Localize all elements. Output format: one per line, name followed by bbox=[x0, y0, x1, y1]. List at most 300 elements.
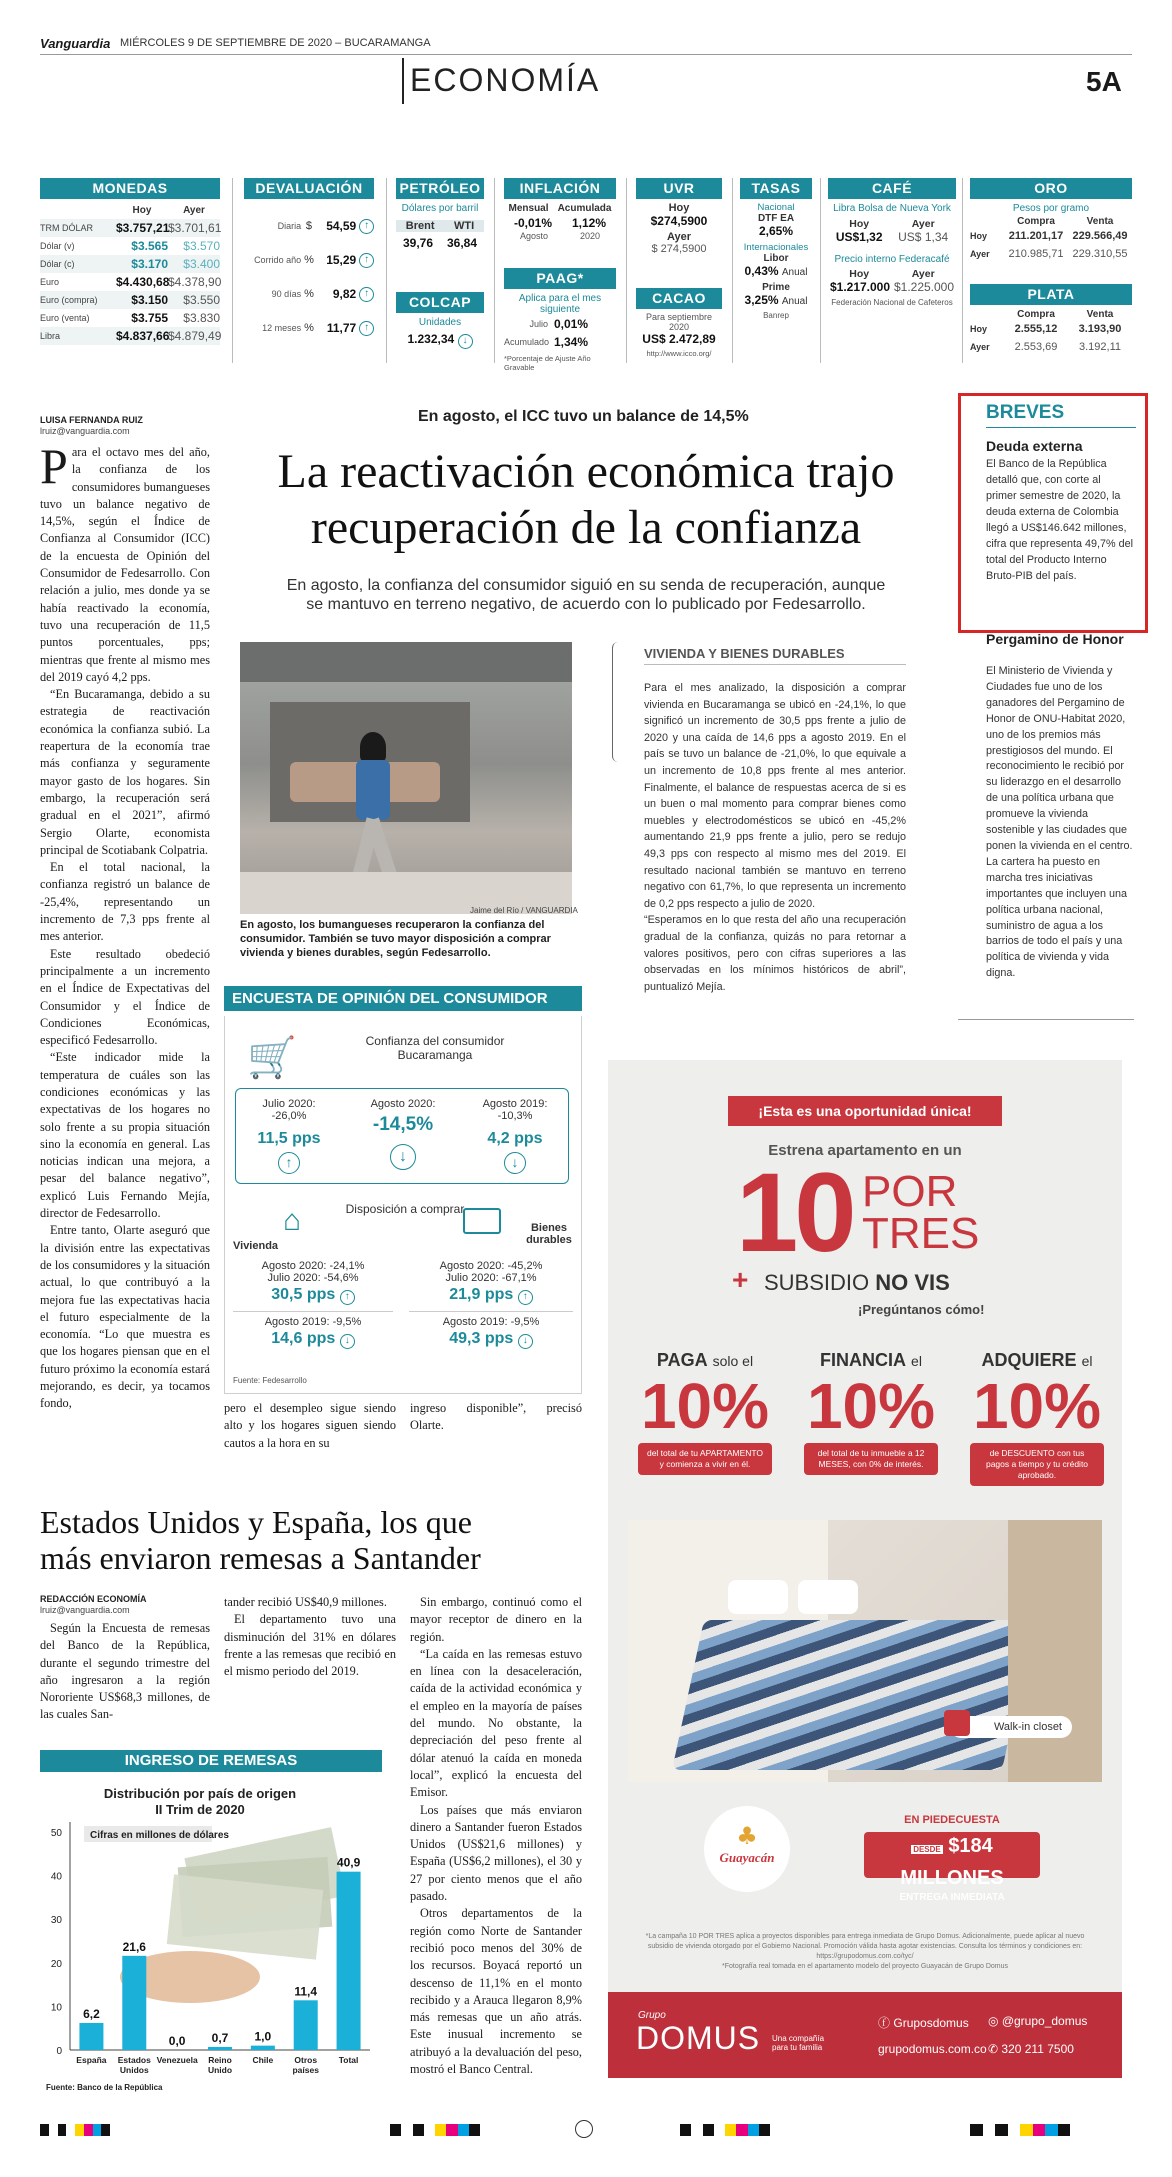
kicker: En agosto, el ICC tuvo un balance de 14,5% bbox=[418, 408, 749, 425]
bie-delta2: 49,3 pps bbox=[449, 1330, 514, 1347]
ad-line1: Estrena apartamento en un bbox=[768, 1142, 962, 1159]
offer-word2: el bbox=[1081, 1353, 1093, 1369]
tasas-box bbox=[740, 178, 812, 320]
acumulada-label: Acumulada bbox=[557, 203, 612, 214]
paragraph: El departamento tuvo una disminución del 31% en dólares frente a las remesas que recibió en el mismo periodo del 2019. bbox=[224, 1612, 396, 1679]
moneda-label: Libra bbox=[40, 331, 61, 341]
ad-footer bbox=[608, 1992, 1122, 2078]
moneda-row bbox=[40, 255, 220, 273]
uvr-hoy-label: Hoy bbox=[668, 202, 690, 214]
col-venta: Venta bbox=[1086, 309, 1114, 320]
side-body bbox=[644, 680, 906, 995]
chart-subtitle: II Trim de 2020 bbox=[155, 1802, 245, 1817]
paag-sub: Aplica para el mes siguiente bbox=[518, 293, 602, 315]
row-label: Hoy bbox=[970, 231, 988, 241]
paag-value: 1,34% bbox=[554, 335, 589, 349]
oro-title: ORO bbox=[970, 178, 1132, 199]
breve-title: Pergamino de Honor bbox=[986, 631, 1124, 647]
prime-unit: Anual bbox=[781, 296, 808, 307]
article-col2-cont: pero el desempleo sigue siendo alto y los hogares siguen siendo cautos a la hora en su bbox=[224, 1401, 396, 1450]
fine-print: *La campaña 10 POR TRES aplica a proyectos disponibles para entrega inmediata de Grupo Domus. Adicionalmente, puede aplicar al nuevo subsidio de vivienda otorgado por el Gobierno Nacional. Promoción válida hasta agotar existencias. Consulta los términos y condiciones en: https://grupodomus.com.co/tyc/ bbox=[645, 1933, 1085, 1960]
whatsapp-icon: ✆ bbox=[988, 2042, 999, 2056]
offer-word: PAGA bbox=[656, 1350, 708, 1370]
paragraph: tander recibió US$40,9 millones. bbox=[224, 1595, 387, 1609]
ad-fine-print bbox=[638, 1932, 1092, 1972]
bar-value-label: 11,4 bbox=[294, 1984, 318, 1999]
paragraph: “Este indicador mide la temperatura de cuáles son las condiciones económicas y las expectativas de los hogares no solo frente a su propia situación sino la economía en general. Las noticias indican una mejora, a pesar del balance negativo”, explicó Luis Fernando Mejía, director de Fedesarrollo. bbox=[40, 1050, 210, 1221]
tree-icon: ♣ bbox=[736, 1822, 758, 1850]
paragraph: Los países que más enviaron dinero a Santander fueron Estados Unidos (US$21,6 millones) y España (US$6,2 millones), el 30 y 27 por ciento menos que el año pasado. bbox=[410, 1802, 582, 1904]
libor-value: 0,43% bbox=[744, 264, 779, 278]
breve-text: El Ministerio de Vivienda y Ciudades fue uno de los ganadores del Pergamino de Honor de ONU-Habitat 2020, uno de los premios más prestigiosos del mundo. El reconocimiento le recibió por su liderazgo en el desarrollo de una política urbana que promueve la vivienda sostenible y las ciudades que ponen la vivienda en el centro. La cartera ha puesto en marcha tres iniciativas importantes que incluyen una política urbana nacional, suministro de agua a los barrios de todo el país y una política de vivienda y vida digna. bbox=[986, 665, 1133, 980]
guayacan-logo bbox=[704, 1806, 790, 1892]
bar-0 bbox=[79, 2023, 103, 2050]
arrow-up-icon: ↑ bbox=[359, 219, 374, 234]
remesas-headline bbox=[40, 1504, 580, 1576]
deck-line: En agosto, la confianza del consumidor siguió en su senda de recuperación, aunque bbox=[286, 577, 886, 594]
row-label: Ayer bbox=[970, 249, 990, 259]
header-rule bbox=[40, 54, 1132, 55]
x-tick-label: países bbox=[292, 2065, 319, 2075]
offer-percent: 10% bbox=[640, 1370, 770, 1442]
prime-label: Prime bbox=[762, 282, 790, 293]
cafe-fed-ayer: $1.225.000 bbox=[893, 280, 955, 294]
moneda-ayer: $3.400 bbox=[183, 257, 220, 271]
paragraph: “La caída en las remesas estuvo en línea con la desaceleración, caída de la actividad económica y el empleo en la mayoría de países del mundo. No obstante, la depreciación del peso frente al dólar atenuó la caída en moneda local”, explicó la encuesta del Emisor. bbox=[410, 1646, 582, 1800]
page-number: 5A bbox=[1086, 66, 1122, 97]
moneda-label: Euro (venta) bbox=[40, 313, 90, 323]
registration-swatch bbox=[1008, 2124, 1021, 2136]
photo-caption: En agosto, los bumangueses recuperaron la confianza del consumidor. También se tuvo mayor disposición a comprar vivienda y bienes durables, según Fedesarrollo. bbox=[240, 919, 551, 959]
moneda-row bbox=[40, 327, 220, 345]
arrow-up-icon: ↑ bbox=[359, 287, 374, 302]
bienes-title: Bienes durables bbox=[526, 1222, 572, 1246]
colcap-unit: Unidades bbox=[418, 317, 462, 328]
ad-phone[interactable]: 320 211 7500 bbox=[1001, 2042, 1074, 2056]
ad-subsidio: SUBSIDIO bbox=[764, 1270, 870, 1295]
x-tick-label: Reino bbox=[208, 2055, 232, 2065]
ad-facebook[interactable]: Gruposdomus bbox=[893, 2016, 969, 2030]
conf-delta: 11,5 pps bbox=[257, 1130, 321, 1147]
libor-label: Libor bbox=[763, 253, 789, 264]
market-divider bbox=[494, 178, 495, 363]
brent-value: 39,76 bbox=[402, 236, 434, 250]
remesas-bar-chart bbox=[40, 1772, 392, 2092]
plata-title: PLATA bbox=[970, 284, 1132, 305]
x-tick-label: Unidos bbox=[119, 2065, 149, 2075]
libor-unit: Anual bbox=[781, 267, 808, 278]
moneda-ayer: $3.570 bbox=[183, 239, 220, 253]
ad-price: $184 MILLONES bbox=[900, 1835, 1004, 1889]
domus-slogan: Una compañía para tu familia bbox=[772, 2034, 825, 2052]
arrow-up-icon: ↑ bbox=[359, 321, 374, 336]
paragraph: Sin embargo, continuó como el mayor receptor de dinero en la región. bbox=[410, 1595, 582, 1644]
uvr-hoy-value: $274,5900 bbox=[650, 214, 708, 228]
conf-value: -14,5% bbox=[372, 1114, 434, 1135]
x-tick-label: Chile bbox=[252, 2055, 274, 2065]
ad-price-badge bbox=[864, 1832, 1040, 1903]
dtf-label: DTF EA bbox=[757, 213, 795, 224]
registration-swatch bbox=[446, 2124, 457, 2136]
paag-label: Julio bbox=[529, 319, 548, 329]
side-paragraph: Para el mes analizado, la disposición a comprar vivienda en Bucaramanga se ubicó en -24,1%, lo que significó un incremento de 30,5 pps frente a julio de 2020 y una caída de 14,6 pps a agosto 2019. En el país se tuvo un balance de -21,0%, lo que equivale a un incremento de 10,8 pps frente al mes anterior. Finalmente, el balance de respuestas acerca de si es un buen o mal momento para comprar bienes como muebles y electrodomésticos se ubicó en -45,2% aumentando 21,9 pps frente a julio, pero se redujo 49,3 pps con respecto al mismo mes del 2019. El resultado nacional también se mantuvo en terreno negativo con 61,7%, lo que representa un incremento de 0,2 pps respecto a julio de 2020. bbox=[644, 682, 906, 910]
market-divider bbox=[386, 178, 387, 363]
bar-value-label: 0,0 bbox=[168, 2034, 186, 2048]
moneda-ayer: $3.830 bbox=[183, 311, 220, 325]
x-tick-label: Venezuela bbox=[156, 2055, 198, 2065]
cafe-ny-hoy: US$1,32 bbox=[835, 230, 883, 244]
plata-venta: 3.193,90 bbox=[1078, 323, 1122, 335]
deval-unit: $ bbox=[305, 220, 313, 232]
uvr-box bbox=[636, 178, 722, 255]
moneda-label: TRM DÓLAR bbox=[40, 223, 94, 233]
registration-swatch bbox=[84, 2124, 93, 2136]
headline-line: La reactivación económica trajo bbox=[277, 445, 895, 498]
domus-advertisement[interactable] bbox=[608, 1060, 1122, 2078]
offer-heading bbox=[796, 1350, 946, 1371]
x-tick-label: España bbox=[76, 2055, 107, 2065]
moneda-hoy: $3.755 bbox=[131, 311, 168, 325]
uvr-ayer-label: Ayer bbox=[666, 231, 692, 243]
author-name: REDACCIÓN ECONOMÍA bbox=[40, 1594, 147, 1604]
shopping-cart-icon: 🛒 bbox=[247, 1036, 297, 1080]
inflacion-title: INFLACIÓN bbox=[504, 178, 616, 199]
closet-label: Walk-in closet bbox=[950, 1716, 1072, 1738]
bar-4 bbox=[251, 2046, 275, 2050]
article-photo bbox=[240, 642, 572, 914]
conf-julio bbox=[245, 1098, 333, 1174]
y-tick-label: 20 bbox=[50, 1958, 62, 1970]
registration-swatch bbox=[413, 2124, 424, 2136]
col-venta: Venta bbox=[1086, 216, 1114, 227]
oro-row bbox=[970, 227, 1132, 245]
breves-rule bbox=[986, 427, 1136, 428]
ad-instagram[interactable]: @grupo_domus bbox=[1001, 2014, 1088, 2028]
cafe-title: CAFÉ bbox=[828, 178, 956, 199]
paag-note: *Porcentaje de Ajuste Año Gravable bbox=[504, 354, 591, 372]
x-tick-label: Estados bbox=[117, 2055, 151, 2065]
market-divider bbox=[732, 178, 733, 363]
infographic bbox=[224, 1016, 582, 1394]
conf-value: -26,0% bbox=[271, 1110, 307, 1122]
row-label: Ayer bbox=[970, 342, 990, 352]
breve-title: Deuda externa bbox=[986, 438, 1083, 454]
ad-preg: ¡Pregúntanos cómo! bbox=[858, 1302, 985, 1317]
wti-label: WTI bbox=[454, 220, 475, 232]
chart-unit-label: Cifras en millones de dólares bbox=[90, 1830, 229, 1841]
disposicion-title: Disposición a comprar bbox=[345, 1202, 465, 1216]
section-divider bbox=[402, 58, 404, 104]
oro-venta: 229.566,49 bbox=[1072, 230, 1128, 242]
ad-banner: ¡Esta es una oportunidad única! bbox=[728, 1096, 1002, 1126]
registration-swatch bbox=[725, 2124, 736, 2136]
offer-heading bbox=[962, 1350, 1112, 1371]
market-divider bbox=[232, 178, 233, 363]
registration-swatch bbox=[435, 2124, 446, 2136]
conf-value: -10,3% bbox=[497, 1110, 533, 1122]
oro-row bbox=[970, 245, 1132, 263]
conf-delta: 4,2 pps bbox=[487, 1130, 543, 1147]
moneda-hoy: $3.565 bbox=[131, 239, 168, 253]
dropcap: P bbox=[40, 438, 68, 494]
offer-percent: 10% bbox=[806, 1370, 936, 1442]
paragraph: Entre tanto, Olarte aseguró que la división entre las expectativas de los consumidores y la situación actual, lo que contribuyó a la mejora fue las expectativas hacia el futuro especialmente de la economía. “Lo que muestra es que los hogares piensan que en el futuro próximo la economía estará mejorando, es decir, ya tocamos fondo, bbox=[40, 1223, 210, 1411]
moneda-ayer: $4.879,49 bbox=[168, 329, 222, 343]
offer-word: FINANCIA bbox=[820, 1350, 907, 1370]
cafe-ny-ayer: US$ 1,34 bbox=[898, 230, 949, 244]
ad-novis: NO VIS bbox=[875, 1270, 950, 1295]
domus-logo: DOMUS bbox=[636, 2020, 761, 2056]
arrow-up-icon: ↑ bbox=[359, 253, 374, 268]
bedroom-photo bbox=[628, 1520, 1102, 1782]
cafe-fed-sub: Precio interno Federacafé bbox=[834, 254, 950, 265]
cafe-fed-hoy: $1.217.000 bbox=[829, 280, 891, 294]
y-tick-label: 50 bbox=[50, 1828, 62, 1839]
moneda-label: Dólar (c) bbox=[40, 259, 75, 269]
cafe-ny-sub: Libra Bolsa de Nueva York bbox=[833, 203, 951, 214]
conf-2019 bbox=[471, 1098, 559, 1174]
paag-label: Acumulado bbox=[504, 337, 550, 347]
petroleo-title: PETRÓLEO bbox=[396, 178, 484, 199]
y-tick-label: 30 bbox=[50, 1915, 62, 1927]
registration-swatch bbox=[691, 2124, 702, 2136]
paag-row bbox=[504, 315, 616, 333]
bar-1 bbox=[122, 1956, 146, 2050]
author-email[interactable]: lruiz@vanguardia.com bbox=[40, 426, 130, 436]
arrow-up-icon: ↑ bbox=[518, 1290, 533, 1305]
bar-3 bbox=[208, 2047, 232, 2050]
paragraph: “En Bucaramanga, debido a su estrategia de reactivación económica la confianza subió. La reapertura de la economía trae más confianza y seguramente mayor gasto de los hogares. Sin embargo, la recuperación será gradual en el 2021”, afirmó Sergio Olarte, economista principal de Scotiabank Colpatria. bbox=[40, 687, 210, 857]
y-tick-label: 40 bbox=[50, 1871, 62, 1883]
offer-word: ADQUIERE bbox=[981, 1350, 1077, 1370]
arrow-down-icon: ↓ bbox=[458, 334, 473, 349]
oro-compra: 210.985,71 bbox=[1008, 248, 1064, 260]
deval-row bbox=[244, 277, 374, 311]
registration-swatch bbox=[748, 2124, 759, 2136]
arrow-up-icon: ↑ bbox=[340, 1290, 355, 1305]
side-rule bbox=[644, 664, 906, 665]
bar-5 bbox=[294, 2000, 318, 2050]
colcap-value: 1.232,34 bbox=[407, 332, 455, 346]
arrow-up-icon: ↑ bbox=[278, 1152, 300, 1174]
bienes-panel bbox=[409, 1260, 573, 1349]
arrow-down-icon: ↓ bbox=[340, 1334, 355, 1349]
grupo-label: Grupo bbox=[638, 2010, 666, 2021]
plata-box bbox=[970, 284, 1132, 356]
deval-value: 9,82 bbox=[332, 287, 357, 301]
y-tick-label: 10 bbox=[50, 2002, 62, 2014]
vivienda-panel bbox=[233, 1260, 393, 1349]
registration-swatch bbox=[1045, 2124, 1058, 2136]
instagram-icon: ◎ bbox=[988, 2014, 999, 2028]
moneda-label: Euro bbox=[40, 277, 60, 287]
ad-entrega: ENTREGA INMEDIATA bbox=[899, 1892, 1005, 1903]
market-divider bbox=[626, 178, 627, 363]
bar-value-label: 6,2 bbox=[83, 2006, 100, 2021]
article-col1 bbox=[40, 438, 210, 1413]
moneda-ayer: $3.550 bbox=[183, 293, 220, 307]
guayacan-name: Guayacán bbox=[719, 1850, 775, 1865]
deval-value: 15,29 bbox=[326, 253, 357, 267]
uvr-title: UVR bbox=[636, 178, 722, 199]
info-source: Fuente: Fedesarrollo bbox=[233, 1376, 307, 1385]
deval-label: Diaria bbox=[277, 221, 302, 231]
remesas-col2 bbox=[224, 1594, 396, 1680]
bie-agosto: Agosto 2020: -45,2% bbox=[439, 1260, 543, 1272]
col-compra: Compra bbox=[1017, 216, 1055, 227]
wti-value: 36,84 bbox=[446, 236, 478, 250]
devaluacion-box bbox=[244, 178, 374, 345]
petroleo-unit: Dólares por barril bbox=[401, 203, 479, 214]
breves-bottom-rule bbox=[958, 1019, 1134, 1020]
photo-credit: Jaime del Río / VANGUARDIA bbox=[470, 906, 578, 915]
registration-swatch bbox=[703, 2124, 714, 2136]
facebook-icon: ⓕ bbox=[878, 2016, 891, 2030]
headline bbox=[216, 444, 956, 556]
registration-swatch bbox=[390, 2124, 401, 2136]
deval-value: 54,59 bbox=[326, 219, 357, 233]
arrow-down-icon: ↓ bbox=[390, 1144, 416, 1170]
col-hoy: Hoy bbox=[849, 218, 870, 230]
moneda-row bbox=[40, 273, 220, 291]
bar-6 bbox=[337, 1872, 361, 2050]
offer-heading bbox=[630, 1350, 780, 1371]
arrow-down-icon: ↓ bbox=[518, 1334, 533, 1349]
registration-swatch bbox=[401, 2124, 412, 2136]
inflacion-box bbox=[504, 178, 616, 241]
deck-line: se mantuvo en terreno negativo, de acuerdo con lo publicado por Fedesarrollo. bbox=[306, 596, 866, 613]
plus-icon: + bbox=[732, 1264, 749, 1295]
inflacion-acumulada: 1,12% bbox=[571, 216, 607, 230]
plata-venta: 3.192,11 bbox=[1078, 341, 1121, 353]
ad-offer bbox=[962, 1350, 1112, 1486]
author-name: LUISA FERNANDA RUIZ bbox=[40, 415, 143, 425]
monedas-box bbox=[40, 178, 220, 345]
bie-julio: Julio 2020: -67,1% bbox=[445, 1272, 537, 1284]
deval-unit: % bbox=[304, 322, 314, 334]
paragraph: ara el octavo mes del año, la confianza de los consumidores bumangueses tuvo un balance negativo de 14,5%, según el Índice de Confianza al Consumidor (ICC) de la encuesta de Opinión del Consumidor de Fedesarrollo. Con relación a julio, mes donde ya se había reactivado la economía, tuvo una recuperación de 11,5 puntos porcentuales, pps; mientras que frente al mismo mes del 2019 cayó 4,2 pps. bbox=[40, 445, 210, 684]
moneda-hoy: $3.757,21 bbox=[116, 221, 170, 235]
tasas-nacional: Nacional bbox=[757, 202, 795, 213]
paragraph: Este resultado obedeció principalmente a un incremento en el Índice de Expectativas del Consumidor y el Índice de Condiciones Económicas, especificó Fedesarrollo. bbox=[40, 946, 210, 1048]
ad-tres: TRES bbox=[862, 1209, 980, 1258]
cacao-source[interactable]: http://www.icco.org/ bbox=[646, 349, 712, 358]
registration-swatch bbox=[458, 2124, 469, 2136]
issue-date: MIÉRCOLES 9 DE SEPTIEMBRE DE 2020 – BUCARAMANGA bbox=[120, 37, 431, 49]
conf-label: Agosto 2019: bbox=[482, 1098, 548, 1110]
x-tick-label: Total bbox=[338, 2055, 359, 2065]
paragraph: Según la Encuesta de remesas del Banco de la República, durante el segundo trimestre del año ingresaron a la región Nororiente US$68,3 millones, de las cuales San- bbox=[40, 1621, 210, 1722]
x-tick-label: Unido bbox=[207, 2065, 233, 2075]
cacao-box bbox=[636, 288, 722, 358]
deval-value: 11,77 bbox=[326, 321, 357, 335]
conf-agosto bbox=[353, 1098, 453, 1170]
registration-swatch bbox=[759, 2124, 770, 2136]
x-tick-label: Otros bbox=[294, 2055, 318, 2065]
viv-delta2: 14,6 pps bbox=[271, 1330, 336, 1347]
row-label: Hoy bbox=[970, 324, 988, 334]
bar-value-label: 21,6 bbox=[122, 1939, 146, 1954]
cafe-box bbox=[828, 178, 956, 307]
ad-offer bbox=[630, 1350, 780, 1475]
section-title: ECONOMÍA bbox=[410, 62, 601, 98]
registration-swatch bbox=[970, 2124, 983, 2136]
ad-website[interactable]: grupodomus.com.co bbox=[878, 2042, 987, 2056]
side-title: VIVIENDA Y BIENES DURABLES bbox=[644, 646, 845, 661]
brent-label: Brent bbox=[405, 220, 435, 232]
ad-desde: DESDE bbox=[913, 1845, 941, 1854]
registration-swatch bbox=[93, 2124, 102, 2136]
deval-row bbox=[244, 311, 374, 345]
bie-delta1: 21,9 pps bbox=[449, 1286, 514, 1303]
cacao-title: CACAO bbox=[636, 288, 722, 309]
viv-delta1: 30,5 pps bbox=[271, 1286, 336, 1303]
uvr-ayer-value: $ 274,5900 bbox=[651, 243, 707, 255]
bar-value-label: 40,9 bbox=[336, 1855, 361, 1870]
dtf-value: 2,65% bbox=[758, 224, 794, 238]
colcap-box bbox=[396, 292, 484, 349]
moneda-hoy: $3.170 bbox=[131, 257, 168, 271]
offer-percent: 10% bbox=[972, 1370, 1102, 1442]
ad-big-10: 10 bbox=[736, 1150, 853, 1275]
viv-agosto: Agosto 2020: -24,1% bbox=[261, 1260, 365, 1272]
registration-swatch bbox=[680, 2124, 691, 2136]
remesas-col1 bbox=[40, 1620, 210, 1724]
side-paragraph: “Esperamos en lo que resta del año una recuperación gradual de la confianza, quizás no para retornar a valores positivos, pero con cifras superiores a las observadas en los mínimos históricos de abril”, puntualizó Mejía. bbox=[644, 914, 906, 993]
headline-line: más enviaron remesas a Santander bbox=[40, 1540, 481, 1576]
registration-swatch bbox=[49, 2124, 58, 2136]
arrow-down-icon: ↓ bbox=[504, 1152, 526, 1174]
deval-unit: % bbox=[304, 254, 314, 266]
side-bracket bbox=[612, 642, 618, 762]
cafe-source: Federación Nacional de Cafeteros bbox=[831, 298, 953, 307]
tasas-title: TASAS bbox=[740, 178, 812, 199]
col-compra: Compra bbox=[1017, 309, 1055, 320]
article-col3-cont: ingreso disponible”, precisó Olarte. bbox=[410, 1401, 582, 1433]
viv-2019: Agosto 2019: -9,5% bbox=[233, 1311, 393, 1328]
moneda-label: Euro (compra) bbox=[40, 295, 98, 305]
confianza-label: Confianza del consumidor bbox=[365, 1034, 505, 1048]
col-hoy: Hoy bbox=[849, 268, 870, 280]
period-label: Agosto bbox=[519, 231, 549, 241]
headline-line: Estados Unidos y España, los que bbox=[40, 1504, 472, 1540]
headline-line: recuperación de la confianza bbox=[310, 501, 862, 554]
plata-row bbox=[970, 338, 1132, 356]
paag-title: PAAG* bbox=[504, 268, 616, 289]
col-ayer: Ayer bbox=[911, 268, 935, 280]
crosshair-icon bbox=[575, 2120, 593, 2138]
registration-swatch bbox=[736, 2124, 747, 2136]
col-hoy: Hoy bbox=[132, 204, 152, 216]
moneda-label: Dólar (v) bbox=[40, 241, 75, 251]
prime-value: 3,25% bbox=[744, 293, 779, 307]
author-email[interactable]: lruiz@vanguardia.com bbox=[40, 1605, 130, 1615]
registration-swatch bbox=[101, 2124, 110, 2136]
market-divider bbox=[820, 178, 821, 363]
monedas-title: MONEDAS bbox=[40, 178, 220, 199]
confianza-title bbox=[335, 1034, 535, 1062]
col-ayer: Ayer bbox=[911, 218, 935, 230]
plata-compra: 2.555,12 bbox=[1014, 323, 1058, 335]
ad-pied: EN PIEDECUESTA bbox=[904, 1814, 1000, 1826]
offer-note: del total de tu inmueble a 12 MESES, con 0% de interés. bbox=[804, 1443, 938, 1475]
paragraph: En el total nacional, la confianza registró un balance de -25,4%, representando un incremento de 7,3 pps frente al mes anterior. bbox=[40, 860, 210, 944]
col-ayer: Ayer bbox=[183, 204, 205, 216]
closet-icon bbox=[944, 1710, 970, 1736]
fine-print: *Fotografía real tomada en el apartamento modelo del proyecto Guayacán de Grupo Domus bbox=[722, 1963, 1008, 1970]
moneda-row bbox=[40, 237, 220, 255]
moneda-ayer: $4.378,90 bbox=[168, 275, 222, 289]
